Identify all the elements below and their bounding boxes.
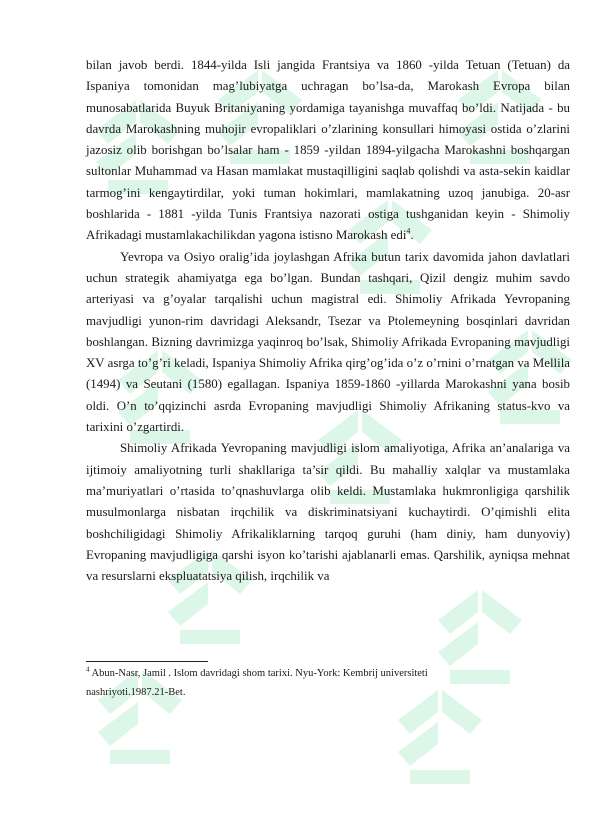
- paragraph-2: Yevropa va Osiyo oralig’ida joylashgan Afrika butun tarix davomida jahon davlatlari uchun strategik ahamiyatga ega bo’lgan. Bundan tashqari, Qizil dengiz muhim savdo arteriyasi va g’oyalar tarqalishi uchun magistral edi. Shimoliy Afrikada Yevropaning mavjudligi yunon-rim davridagi Aleksandr, Tsezar va Ptolemeyning bosqinlari davridan boshlangan. Bizning davrimizga yaqinroq bo’lsak, Shimoliy Afrikada Evropaning mavjudligi XV asrga to’g’ri keladi, Ispaniya Shimoliy Afrika qirg’og’ida o’z o’rnini o’rnatgan va Mellila (1494) va Seutani (1580) egallagan. Ispaniya 1859-1860 -yillarda Marokashni yana bosib oldi. O’n to’qqizinchi asrda Evropaning mavjudligi Shimoliy Afrikaning status-kvo va tarixini o’zgartirdi.: [86, 249, 570, 435]
- watermark-logo-icon: [80, 640, 200, 790]
- paragraph-3: Shimoliy Afrikada Yevropaning mavjudligi islom amaliyotiga, Afrika an’analariga va ijtimoiy amaliyotning turli shakllariga ta’sir qildi. Bu mahalliy xalqlar va mustamlaka ma’muriyatlari o’rtasida to’qnashuvlarga olib keldi. Mustamlaka hukmronligiga qarshilik musulmonlarga nisbatan irqchilik va diskriminatsiyani kuchaytirdi. O’qimishli elita boshchiligidagi Shimoliy Afrikaliklarning tarqoq guruhi (ham diniy, ham dunyoviy) Evropaning mavjudligiga qarshi isyon ko’tarishi ajablanarli emas. Qarshilik, ayniqsa mehnat va resurslarni ekspluatatsiya qilish, irqchilik va: [86, 441, 570, 584]
- footnote-text-1: Abun-Nasr, Jamil . Islom davridagi shom tarixi. Nyu-York: Kembrij universiteti: [91, 668, 428, 679]
- paragraph-1: bilan javob berdi. 1844-yilda Isli jangida Frantsiya va 1860 -yilda Tetuan (Tetuan) da Ispaniya tomonidan mag’lubiyatga uchragan bo’lsa-da, Marokash Evropa bilan munosabatlarida Buyuk Britaniyaning yordamiga tayanishga muvaffaq bo’ldi. Natijada - bu davrda Marokashning muhojir evropaliklari o’zlarining konsullari himoyasi ostida o’zlarini jazosiz olib borishgan bo’lsalar ham - 1859 -yildan 1894-yilgacha Marokashni boshqargan sultonlar Muhammad va Hasan mamlakat mustaqilligini saqlab qolishdi va asta-sekin kaidlar tarmog’ini kengaytirdilar, yoki tuman hokimlari, mamlakatning uzoq janubiga. 20-asr boshlarida - 1881 -yilda Tunis Frantsiya nazorati ostiga tushganidan keyin - Shimoliy Afrikadagi mustamlakachilikdan yagona istisno Marokash edi$^4$.: [86, 58, 570, 243]
- paragraph-1-text: bilan javob berdi. 1844-yilda Isli jangida Frantsiya va 1860 -yilda Tetuan (Tetuan) da Ispaniya tomonidan mag’lubiyatga uchragan bo’lsa-da, Marokash Evropa bilan munosabatlarida Buyuk Britaniyaning yordamiga tayanishga muvaffaq bo’ldi. Natijada - bu davrda Marokashning muhojir evropaliklari o’zlarining konsullari himoyasi ostida o’zlarini jazosiz olib borishgan bo’lsalar ham - 1859 -yildan 1894-yilgacha Marokashni boshqargan sultonlar Muhammad va Hasan mamlakat mustaqilligini saqlab qolishdi va asta-sekin kaidlar tarmog’ini kengaytirdilar, yoki tuman hokimlari, mamlakatning uzoq janubiga. 20-asr boshlarida - 1881 -yilda Tunis Frantsiya nazorati ostiga tushganidan keyin - Shimoliy Afrikadagi mustamlakachilikdan yagona istisno Marokash edi: [86, 58, 570, 243]
- footnote-line-2: nashriyoti.1987.21-Bet.: [86, 687, 186, 698]
- footnote: [86, 664, 570, 702]
- footnote-line-1: [86, 664, 570, 683]
- footnote-divider: [86, 661, 208, 662]
- body-text: [86, 55, 570, 587]
- footnote-reference[interactable]: 4: [406, 227, 411, 237]
- footnote-marker: 4: [86, 665, 90, 674]
